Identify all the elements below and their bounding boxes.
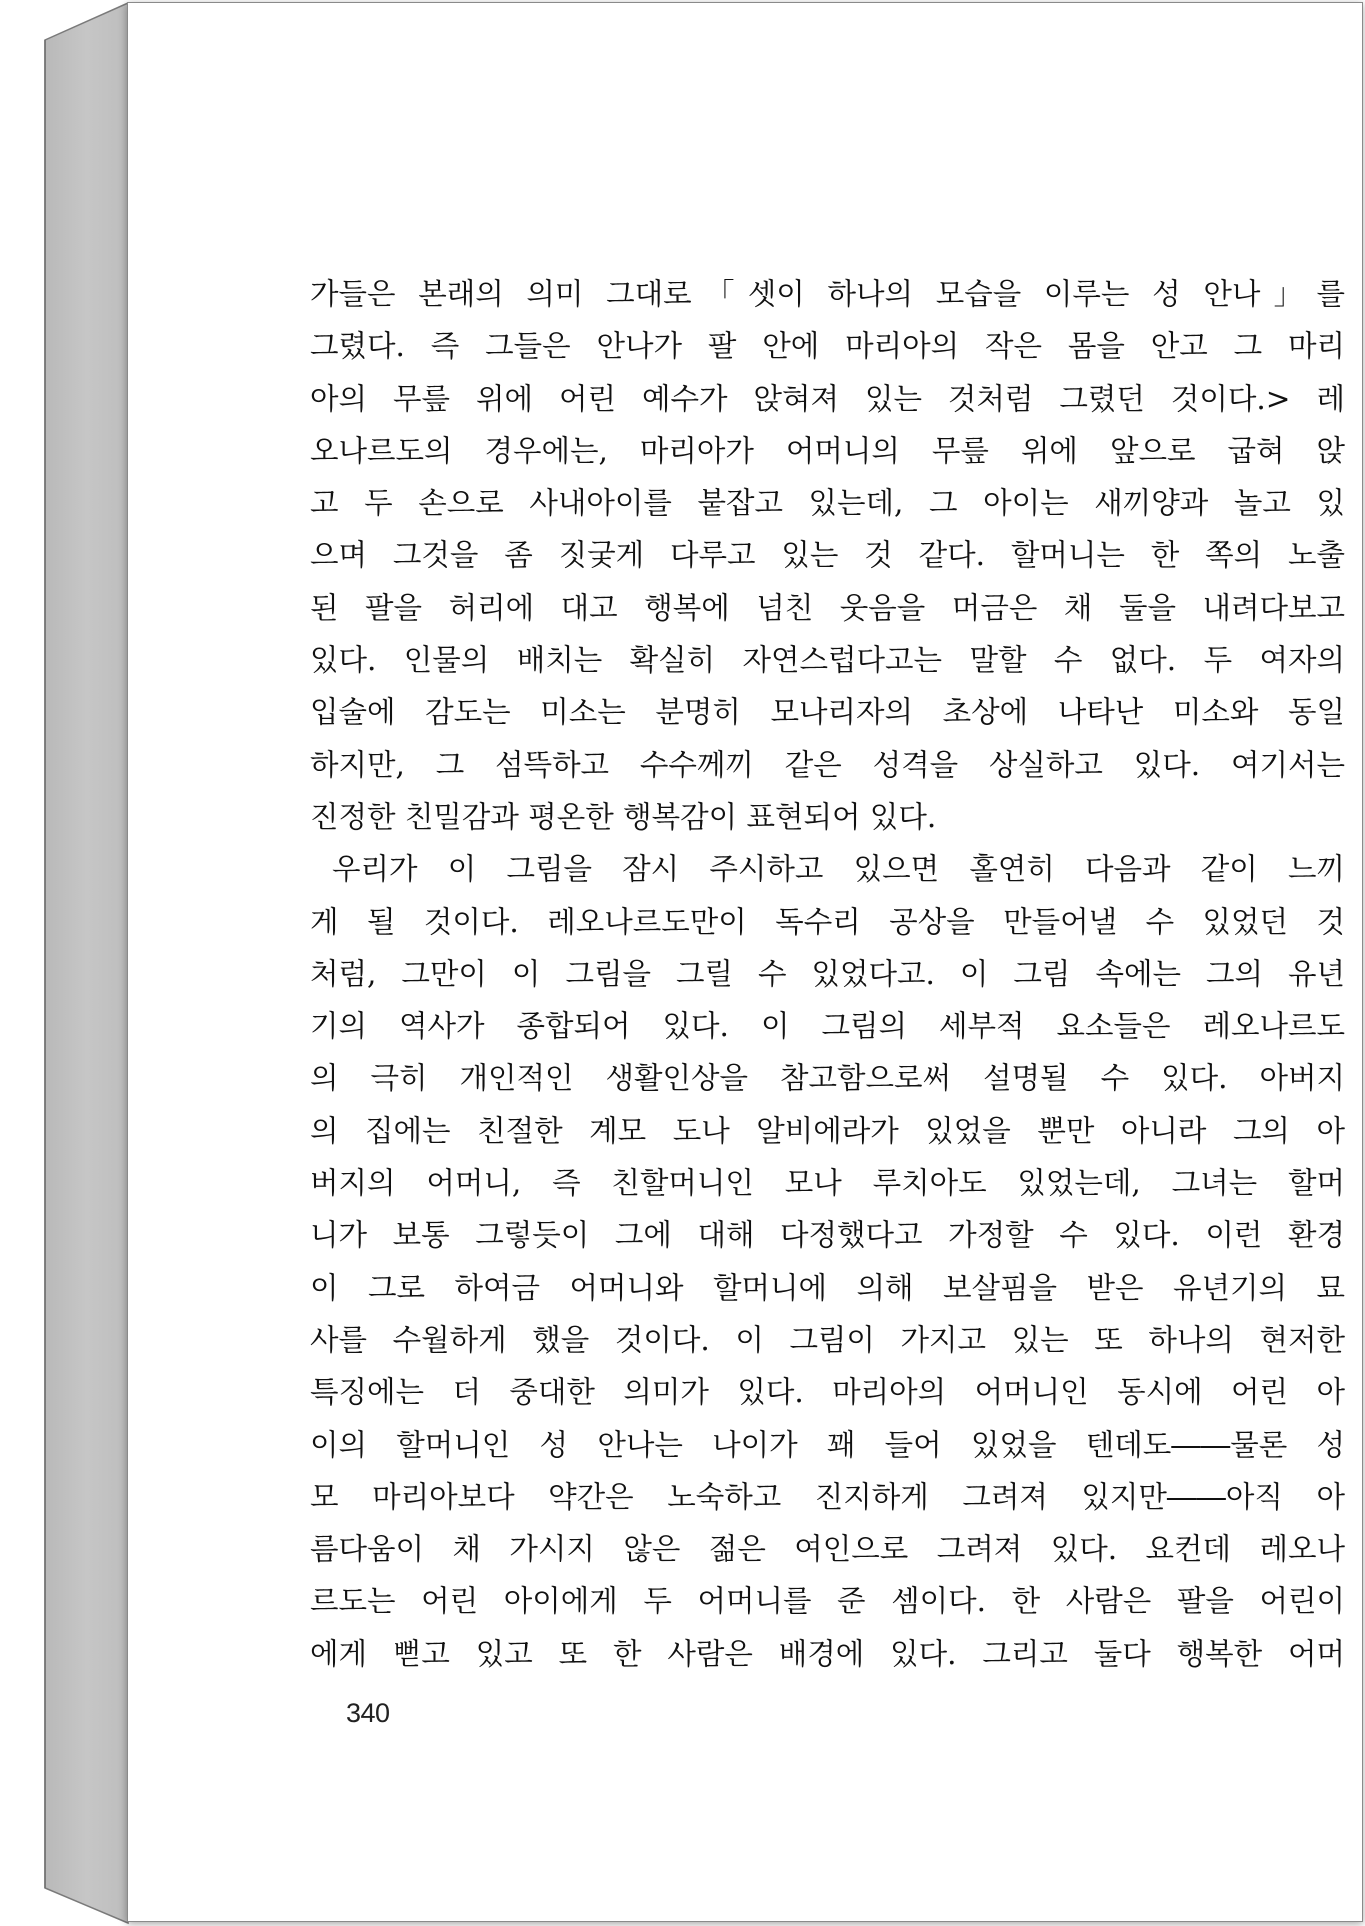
text-line: 기의 역사가 종합되어 있다. 이 그림의 세부적 요소들은 레오나르도 [310,1009,1345,1044]
text-line: 하지만, 그 섬뜩하고 수수께끼 같은 성격을 상실하고 있다. 여기서는 [310,747,1345,782]
paragraph [310,843,1345,1680]
text-line: 입술에 감도는 미소는 분명히 모나리자의 초상에 나타난 미소와 동일 [310,695,1345,730]
page-body-text [310,268,1345,1680]
text-line: 으며 그것을 좀 짓궂게 다루고 있는 것 같다. 할머니는 한 쪽의 노출 [310,538,1345,573]
text-line: 에게 뻗고 있고 또 한 사람은 배경에 있다. 그리고 둘다 행복한 어머 [310,1636,1345,1671]
text-line: 그렸다. 즉 그들은 안나가 팔 안에 마리아의 작은 몸을 안고 그 마리 [310,329,1345,364]
book-page [127,2,1363,1922]
text-line: 된 팔을 허리에 대고 행복에 넘친 웃음을 머금은 채 둘을 내려다보고 [310,590,1345,625]
text-line: 이의 할머니인 성 안나는 나이가 꽤 들어 있었을 텐데도――물론 성 [310,1427,1345,1462]
page-number: 340 [346,1698,390,1728]
text-line: 버지의 어머니, 즉 친할머니인 모나 루치아도 있었는데, 그녀는 할머 [310,1166,1345,1201]
text-line: 름다움이 채 가시지 않은 젊은 여인으로 그려져 있다. 요컨데 레오나 [310,1532,1345,1567]
text-line: 우리가 이 그림을 잠시 주시하고 있으면 홀연히 다음과 같이 느끼 [332,852,1345,887]
text-line: 처럼, 그만이 이 그림을 그릴 수 있었다고. 이 그림 속에는 그의 유년 [310,956,1345,991]
text-line: 니가 보통 그렇듯이 그에 대해 다정했다고 가정할 수 있다. 이런 환경 [310,1218,1345,1253]
text-line: 가들은 본래의 의미 그대로「셋이 하나의 모습을 이루는 성 안나」를 [310,277,1345,311]
text-line: 르도는 어린 아이에게 두 어머니를 준 셈이다. 한 사람은 팔을 어린이 [310,1584,1345,1619]
text-line: 오나르도의 경우에는, 마리아가 어머니의 무릎 위에 앞으로 굽혀 앉 [310,433,1345,468]
text-line: 진정한 친밀감과 평온한 행복감이 표현되어 있다. [310,799,937,834]
text-line: 고 두 손으로 사내아이를 붙잡고 있는데, 그 아이는 새끼양과 놀고 있 [310,486,1345,521]
text-line: 의 극히 개인적인 생활인상을 참고함으로써 설명될 수 있다. 아버지 [310,1061,1345,1096]
text-line: 게 될 것이다. 레오나르도만이 독수리 공상을 만들어낼 수 있었던 것 [310,904,1345,939]
text-line: 모 마리아보다 약간은 노숙하고 진지하게 그려져 있지만――아직 아 [310,1479,1345,1514]
text-line: 이 그로 하여금 어머니와 할머니에 의해 보살핌을 받은 유년기의 묘 [310,1270,1345,1305]
text-line: 특징에는 더 중대한 의미가 있다. 마리아의 어머니인 동시에 어린 아 [310,1375,1345,1410]
paragraph [310,268,1345,843]
text-line: 있다. 인물의 배치는 확실히 자연스럽다고는 말할 수 없다. 두 여자의 [310,643,1345,678]
text-line: 의 집에는 친절한 계모 도나 알비에라가 있었을 뿐만 아니라 그의 아 [310,1113,1345,1148]
text-line: 사를 수월하게 했을 것이다. 이 그림이 가지고 있는 또 하나의 현저한 [310,1322,1345,1357]
text-line: 아의 무릎 위에 어린 예수가 앉혀져 있는 것처럼 그렸던 것이다.> 레 [310,381,1345,416]
